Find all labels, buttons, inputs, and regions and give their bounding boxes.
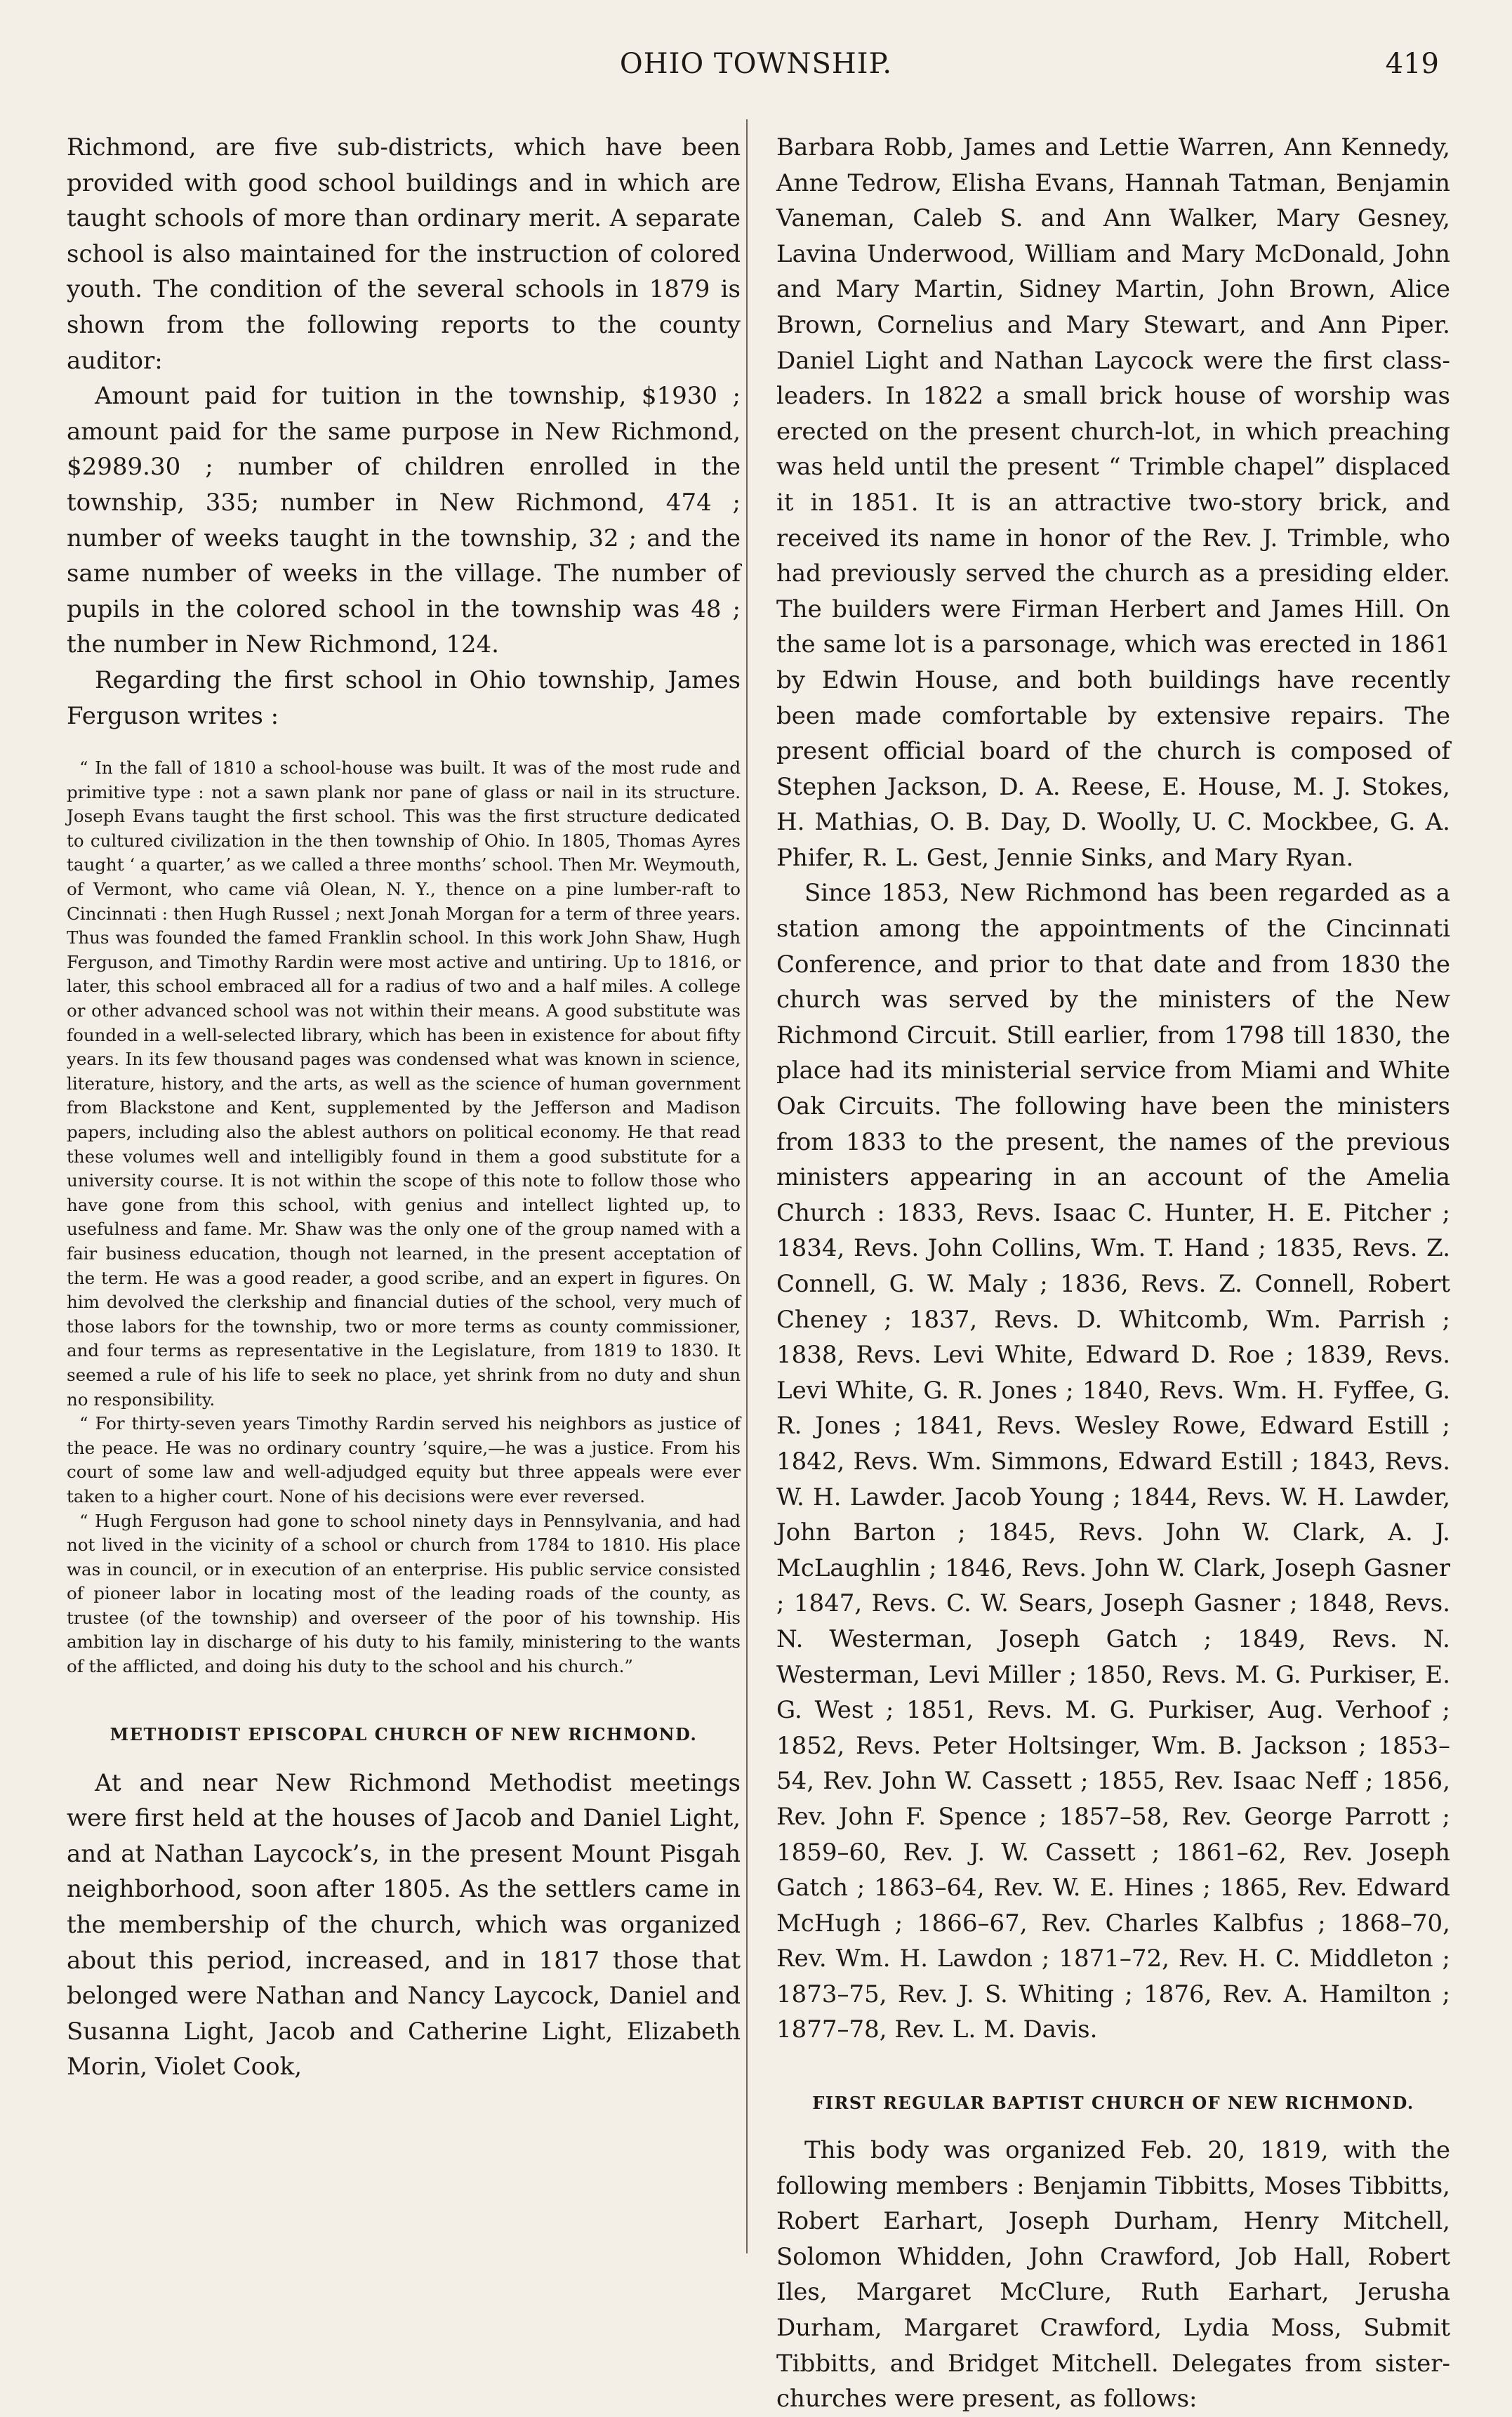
paragraph: Richmond, are five sub-districts, which have been provided with good school buildings and in which are taught schools of more than ordinary merit. A separate school is also maintained for the instruction of colored youth. The condition of the several schools in 1879 is shown from the following reports to the county auditor: (67, 133, 741, 375)
page-header (0, 48, 1512, 97)
section-heading: FIRST REGULAR BAPTIST CHURCH OF NEW RICHMOND. (812, 2093, 1414, 2114)
column-divider (746, 119, 748, 2253)
quotation-block (67, 756, 741, 1679)
paragraph: Barbara Robb, James and Lettie Warren, Ann Kennedy, Anne Tedrow, Elisha Evans, Hannah Tatman, Benjamin Vaneman, Caleb S. and Ann Walker, Mary Gesney, Lavina Underwood, William and Mary McDonald, John and Mary Martin, Sidney Martin, John Brown, Alice Brown, Cornelius and Mary Stewart, and Ann Piper. Daniel Light and Nathan Laycock were the first class-leaders. In 1822 a small brick house of worship was erected on the present church-lot, in which preaching was held until the present “ Trimble chapel” displaced it in 1851. It is an attractive two-story brick, and received its name in honor of the Rev. J. Trimble, who had previously served the church as a presiding elder. The builders were Firman Herbert and James Hill. On the same lot is a parsonage, which was erected in 1861 by Edwin House, and both buildings have recently been made comfortable by extensive repairs. The present official board of the church is composed of Stephen Jackson, D. A. Reese, E. House, M. J. Stokes, H. Mathias, O. B. Day, D. Woolly, U. C. Mockbee, G. A. Phifer, R. L. Gest, Jennie Sinks, and Mary Ryan. (776, 133, 1450, 872)
running-title: OHIO TOWNSHIP. (619, 48, 893, 80)
paragraph: Amount paid for tuition in the township, $1930 ; amount paid for the same purpose in New Richmond, $2989.30 ; number of children enrolled in the township, 335; number in New Richmond, 474 ; number of weeks taught in the township, 32 ; and the same number of weeks in the village. The number of pupils in the colored school in the township was 48 ; the number in New Richmond, 124. (67, 382, 741, 659)
quotation-paragraph: “ For thirty-seven years Timothy Rardin served his neighbors as justice of the peace. He was no ordinary country ’squire,—he was a justice. From his court of some law and well-adjudged equity but three appeals were ever taken to a higher court. None of his decisions were ever reversed. (67, 1413, 741, 1507)
paragraph: Regarding the first school in Ohio township, James Ferguson writes : (67, 665, 741, 730)
page-number: 419 (1385, 48, 1439, 80)
left-column (67, 130, 741, 2085)
paragraph: This body was organized Feb. 20, 1819, with the following members : Benjamin Tibbitts, Moses Tibbitts, Robert Earhart, Joseph Durham, Henry Mitchell, Solomon Whidden, John Crawford, Job Hall, Robert Iles, Margaret McClure, Ruth Earhart, Jerusha Durham, Margaret Crawford, Lydia Moss, Submit Tibbitts, and Bridget Mitchell. Delegates from sister-churches were present, as follows: (776, 2136, 1450, 2413)
paragraph: At and near New Richmond Methodist meetings were first held at the houses of Jacob and Daniel Light, and at Nathan Laycock’s, in the present Mount Pisgah neighborhood, soon after 1805. As the settlers came in the membership of the church, which was organized about this period, increased, and in 1817 those that belonged were Nathan and Nancy Laycock, Daniel and Susanna Light, Jacob and Catherine Light, Elizabeth Morin, Violet Cook, (67, 1768, 741, 2081)
section-heading: METHODIST EPISCOPAL CHURCH OF NEW RICHMOND. (110, 1723, 698, 1744)
quotation-paragraph: “ Hugh Ferguson had gone to school ninety days in Pennsylvania, and had not lived in the vicinity of a school or church from 1784 to 1810. His place was in council, or in execution of an enterprise. His public service consisted of pioneer labor in locating most of the leading roads of the county, as trustee (of the township) and overseer of the poor of his township. His ambition lay in discharge of his duty to his family, ministering to the wants of the afflicted, and doing his duty to the school and his church.” (67, 1510, 741, 1677)
quotation-paragraph: “ In the fall of 1810 a school-house was built. It was of the most rude and primitive type : not a sawn plank nor pane of glass or nail in its structure. Joseph Evans taught the first school. This was the first structure dedicated to cultured civilization in the then township of Ohio. In 1805, Thomas Ayres taught ‘ a quarter,’ as we called a three months’ school. Then Mr. Weymouth, of Vermont, who came viâ Olean, N. Y., thence on a pine lumber-raft to Cincinnati : then Hugh Russel ; next Jonah Morgan for a term of three years. Thus was founded the famed Franklin school. In this work John Shaw, Hugh Ferguson, and Timothy Rardin were most active and untiring. Up to 1816, or later, this school embraced all for a radius of two and a half miles. A college or other advanced school was not within their means. A good substitute was founded in a well-selected library, which has been in existence for about fifty years. In its few thousand pages was condensed what was known in science, literature, history, and the arts, as well as the science of human government from Blackstone and Kent, supplemented by the Jefferson and Madison papers, including also the ablest authors on political economy. He that read these volumes well and intelligibly found in them a good substitute for a university course. It is not within the scope of this note to follow those who have gone from this school, with genius and intellect lighted up, to usefulness and fame. Mr. Shaw was the only one of the group named with a fair business education, though not learned, in the present acceptation of the term. He was a good reader, a good scribe, and an expert in figures. On him devolved the clerkship and financial duties of the school, very much of those labors for the township, two or more terms as county commissioner, and four terms as representative in the Legislature, from 1819 to 1830. It seemed a rule of his life to seek no place, yet shrink from no duty and shun no responsibility. (67, 757, 741, 1410)
paragraph: Since 1853, New Richmond has been regarded as a station among the appointments of the Cincinnati Conference, and prior to that date and from 1830 the church was served by the ministers of the New Richmond Circuit. Still earlier, from 1798 till 1830, the place had its ministerial service from Miami and White Oak Circuits. The following have been the ministers from 1833 to the present, the names of the previous ministers appearing in an account of the Amelia Church : 1833, Revs. Isaac C. Hunter, H. E. Pitcher ; 1834, Revs. John Collins, Wm. T. Hand ; 1835, Revs. Z. Connell, G. W. Maly ; 1836, Revs. Z. Connell, Robert Cheney ; 1837, Revs. D. Whitcomb, Wm. Parrish ; 1838, Revs. Levi White, Edward D. Roe ; 1839, Revs. Levi White, G. R. Jones ; 1840, Revs. Wm. H. Fyffee, G. R. Jones ; 1841, Revs. Wesley Rowe, Edward Estill ; 1842, Revs. Wm. Simmons, Edward Estill ; 1843, Revs. W. H. Lawder. Jacob Young ; 1844, Revs. W. H. Lawder, John Barton ; 1845, Revs. John W. Clark, A. J. McLaughlin ; 1846, Revs. John W. Clark, Joseph Gasner ; 1847, Revs. C. W. Sears, Joseph Gasner ; 1848, Revs. N. Westerman, Joseph Gatch ; 1849, Revs. N. Westerman, Levi Miller ; 1850, Revs. M. G. Purkiser, E. G. West ; 1851, Revs. M. G. Purkiser, Aug. Verhoof ; 1852, Revs. Peter Holtsinger, Wm. B. Jackson ; 1853–54, Rev. John W. Cassett ; 1855, Rev. Isaac Neff ; 1856, Rev. John F. Spence ; 1857–58, Rev. George Parrott ; 1859–60, Rev. J. W. Cassett ; 1861–62, Rev. Joseph Gatch ; 1863–64, Rev. W. E. Hines ; 1865, Rev. Edward McHugh ; 1866–67, Rev. Charles Kalbfus ; 1868–70, Rev. Wm. H. Lawdon ; 1871–72, Rev. H. C. Middleton ; 1873–75, Rev. J. S. Whiting ; 1876, Rev. A. Hamilton ; 1877–78, Rev. L. M. Davis. (776, 879, 1450, 2044)
right-column (776, 130, 1450, 2417)
